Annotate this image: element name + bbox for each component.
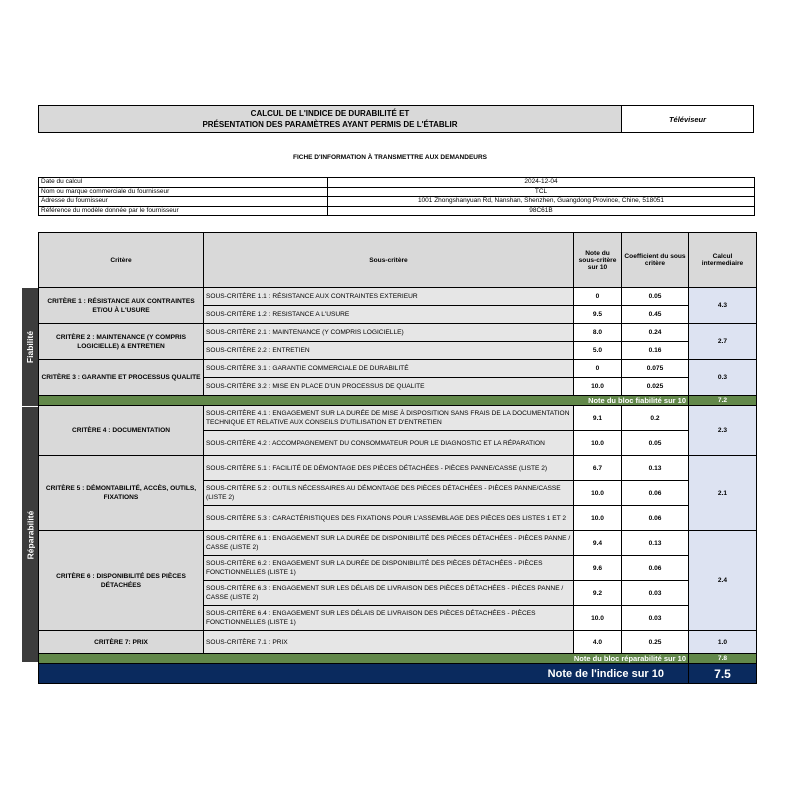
sub-criterion-note: 10.0 <box>574 481 622 506</box>
criterion-calc: 1.0 <box>689 631 757 654</box>
block-label-reparabilite-text: Réparabilité <box>25 510 35 559</box>
sub-criterion-label: SOUS-CRITÈRE 7.1 : PRIX <box>204 631 574 654</box>
bloc-fiabilite-row <box>39 396 757 406</box>
bloc-reparabilite-value: 7.8 <box>689 654 757 664</box>
info-label: Référence du modèle donnée par le fournisseur <box>39 206 328 216</box>
info-value: 98C61B <box>328 206 755 216</box>
sub-criterion-note: 5.0 <box>574 342 622 360</box>
table-row <box>39 456 757 481</box>
sub-criterion-label: SOUS-CRITÈRE 3.2 : MISE EN PLACE D'UN PROCESSUS DE QUALITE <box>204 378 574 396</box>
column-header-sous-critere: Sous-critère <box>204 233 574 288</box>
sub-criterion-label: SOUS-CRITÈRE 4.1 : ENGAGEMENT SUR LA DURÉE DE MISE À DISPOSITION SANS FRAIS DE LA DOCUMENTATION TECHNIQUE ET RELATIVE AUX CONSEILS D'UTILISATION ET D'ENTRETIEN <box>204 406 574 431</box>
sub-criterion-coef: 0.06 <box>622 556 689 581</box>
sub-criterion-label: SOUS-CRITÈRE 1.1 : RÉSISTANCE AUX CONTRAINTES EXTERIEUR <box>204 288 574 306</box>
sub-criterion-label: SOUS-CRITÈRE 2.1 : MAINTENANCE (Y COMPRIS LOGICIELLE) <box>204 324 574 342</box>
sub-criterion-coef: 0.25 <box>622 631 689 654</box>
sub-criterion-label: SOUS-CRITÈRE 5.1 : FACILITÉ DE DÉMONTAGE DES PIÈCES DÉTACHÉES - PIÈCES PANNE/CASSE (LISTE 2) <box>204 456 574 481</box>
final-index-label: Note de l'indice sur 10 <box>39 664 689 684</box>
sub-criterion-label: SOUS-CRITÈRE 6.2 : ENGAGEMENT SUR LA DURÉE DE DISPONIBILITÉ DES PIÈCES DÉTACHÉES - PIÈCES FONCTIONNELLES (LISTE 1) <box>204 556 574 581</box>
table-header-row <box>39 233 757 288</box>
bloc-reparabilite-label: Note du bloc réparabilité sur 10 <box>39 654 689 664</box>
sub-criterion-note: 10.0 <box>574 606 622 631</box>
bottom-margin <box>0 700 800 800</box>
document-header <box>38 105 754 133</box>
table-row <box>39 360 757 378</box>
criterion-calc: 0.3 <box>689 360 757 396</box>
table-row <box>39 631 757 654</box>
top-margin <box>0 0 800 100</box>
sub-criterion-coef: 0.13 <box>622 456 689 481</box>
info-value: TCL <box>328 187 755 197</box>
sub-criterion-note: 4.0 <box>574 631 622 654</box>
sub-criterion-coef: 0.03 <box>622 606 689 631</box>
sub-criterion-coef: 0.06 <box>622 506 689 531</box>
product-type: Téléviseur <box>668 114 707 124</box>
sub-criterion-coef: 0.025 <box>622 378 689 396</box>
sub-criterion-coef: 0.45 <box>622 306 689 324</box>
sub-criterion-coef: 0.03 <box>622 581 689 606</box>
criterion-name: CRITÈRE 7: PRIX <box>39 631 204 654</box>
sub-criterion-note: 9.6 <box>574 556 622 581</box>
sub-criterion-label: SOUS-CRITÈRE 5.2 : OUTILS NÉCESSAIRES AU DÉMONTAGE DES PIÈCES DÉTACHÉES - PIÈCES PANNE/CASSE (LISTE 2) <box>204 481 574 506</box>
supplier-info-table <box>38 177 755 216</box>
sub-criterion-note: 9.4 <box>574 531 622 556</box>
header-title <box>39 106 622 132</box>
info-label: Date du calcul <box>39 178 328 188</box>
info-row <box>39 197 755 207</box>
criterion-calc: 2.3 <box>689 406 757 456</box>
bloc-fiabilite-label: Note du bloc fiabilité sur 10 <box>39 396 689 406</box>
final-index-row <box>39 664 757 684</box>
info-value: 2024-12-04 <box>328 178 755 188</box>
bloc-fiabilite-value: 7.2 <box>689 396 757 406</box>
sub-criterion-note: 10.0 <box>574 378 622 396</box>
header-title-line1: CALCUL DE L'INDICE DE DURABILITÉ ET <box>250 109 410 118</box>
criterion-calc: 2.7 <box>689 324 757 360</box>
sub-criterion-coef: 0.05 <box>622 431 689 456</box>
sub-criterion-note: 10.0 <box>574 506 622 531</box>
sub-criterion-note: 6.7 <box>574 456 622 481</box>
column-header-critere: Critère <box>39 233 204 288</box>
info-label: Nom ou marque commerciale du fournisseur <box>39 187 328 197</box>
block-label-reparabilite <box>22 407 38 662</box>
bloc-reparabilite-row <box>39 654 757 664</box>
durability-table <box>38 232 757 684</box>
sub-criterion-note: 9.2 <box>574 581 622 606</box>
sub-criterion-note: 10.0 <box>574 431 622 456</box>
sub-criterion-label: SOUS-CRITÈRE 3.1 : GARANTIE COMMERCIALE DE DURABILITÉ <box>204 360 574 378</box>
criterion-name: CRITÈRE 4 : DOCUMENTATION <box>39 406 204 456</box>
info-row <box>39 187 755 197</box>
info-label: Adresse du fournisseur <box>39 197 328 207</box>
sub-criterion-note: 0 <box>574 360 622 378</box>
criterion-calc: 2.4 <box>689 531 757 631</box>
final-index-value: 7.5 <box>689 664 757 684</box>
criterion-calc: 2.1 <box>689 456 757 531</box>
table-row <box>39 406 757 431</box>
sub-criterion-coef: 0.24 <box>622 324 689 342</box>
sub-criterion-note: 9.1 <box>574 406 622 431</box>
table-row <box>39 531 757 556</box>
info-row <box>39 178 755 188</box>
sub-criterion-coef: 0.06 <box>622 481 689 506</box>
sub-criterion-note: 8.0 <box>574 324 622 342</box>
sub-criterion-label: SOUS-CRITÈRE 2.2 : ENTRETIEN <box>204 342 574 360</box>
sub-criterion-note: 0 <box>574 288 622 306</box>
sub-criterion-label: SOUS-CRITÈRE 6.4 : ENGAGEMENT SUR LES DÉLAIS DE LIVRAISON DES PIÈCES DÉTACHÉES - PIÈCES FONCTIONNELLES (LISTE 1) <box>204 606 574 631</box>
sub-criterion-note: 9.5 <box>574 306 622 324</box>
column-header-calc: Calcul intermediaire <box>689 233 757 288</box>
table-row <box>39 288 757 306</box>
sub-criterion-coef: 0.075 <box>622 360 689 378</box>
block-label-fiabilite-text: Fiabilité <box>25 330 35 364</box>
header-title-line2: PRÉSENTATION DES PARAMÈTRES AYANT PERMIS DE L'ÉTABLIR <box>202 120 458 129</box>
fiche-subtitle: FICHE D'INFORMATION À TRANSMETTRE AUX DEMANDEURS <box>292 154 487 161</box>
sub-criterion-label: SOUS-CRITÈRE 6.3 : ENGAGEMENT SUR LES DÉLAIS DE LIVRAISON DES PIÈCES DÉTACHÉES - PIÈCES PANNE / CASSE (LISTE 2) <box>204 581 574 606</box>
info-value: 1001 Zhongshanyuan Rd, Nanshan, Shenzhen, Guangdong Province, Chine, 518051 <box>328 197 755 207</box>
criterion-name: CRITÈRE 1 : RÉSISTANCE AUX CONTRAINTES ET/OU À L'USURE <box>39 288 204 324</box>
sub-criterion-label: SOUS-CRITÈRE 6.1 : ENGAGEMENT SUR LA DURÉE DE DISPONIBILITÉ DES PIÈCES DÉTACHÉES - PIÈCES PANNE / CASSE (LISTE 2) <box>204 531 574 556</box>
sub-criterion-coef: 0.16 <box>622 342 689 360</box>
column-header-note: Note du sous-critère sur 10 <box>574 233 622 288</box>
criterion-calc: 4.3 <box>689 288 757 324</box>
criterion-name: CRITÈRE 5 : DÉMONTABILITÉ, ACCÈS, OUTILS, FIXATIONS <box>39 456 204 531</box>
info-row <box>39 206 755 216</box>
table-row <box>39 324 757 342</box>
block-label-fiabilite <box>22 288 38 406</box>
criterion-name: CRITÈRE 3 : GARANTIE ET PROCESSUS QUALITE <box>39 360 204 396</box>
sub-criterion-label: SOUS-CRITÈRE 1.2 : RESISTANCE A L'USURE <box>204 306 574 324</box>
sub-criterion-label: SOUS-CRITÈRE 5.3 : CARACTÉRISTIQUES DES FIXATIONS POUR L'ASSEMBLAGE DES PIÈCES DES LISTES 1 ET 2 <box>204 506 574 531</box>
sub-criterion-coef: 0.13 <box>622 531 689 556</box>
sub-criterion-coef: 0.2 <box>622 406 689 431</box>
sub-criterion-coef: 0.05 <box>622 288 689 306</box>
sub-criterion-label: SOUS-CRITÈRE 4.2 : ACCOMPAGNEMENT DU CONSOMMATEUR POUR LE DIAGNOSTIC ET LA RÉPARATION <box>204 431 574 456</box>
column-header-coef: Coefficient du sous critère <box>622 233 689 288</box>
criterion-name: CRITÈRE 6 : DISPONIBILITÉ DES PIÈCES DÉTACHÉES <box>39 531 204 631</box>
criterion-name: CRITÈRE 2 : MAINTENANCE (Y COMPRIS LOGICIELLE) & ENTRETIEN <box>39 324 204 360</box>
